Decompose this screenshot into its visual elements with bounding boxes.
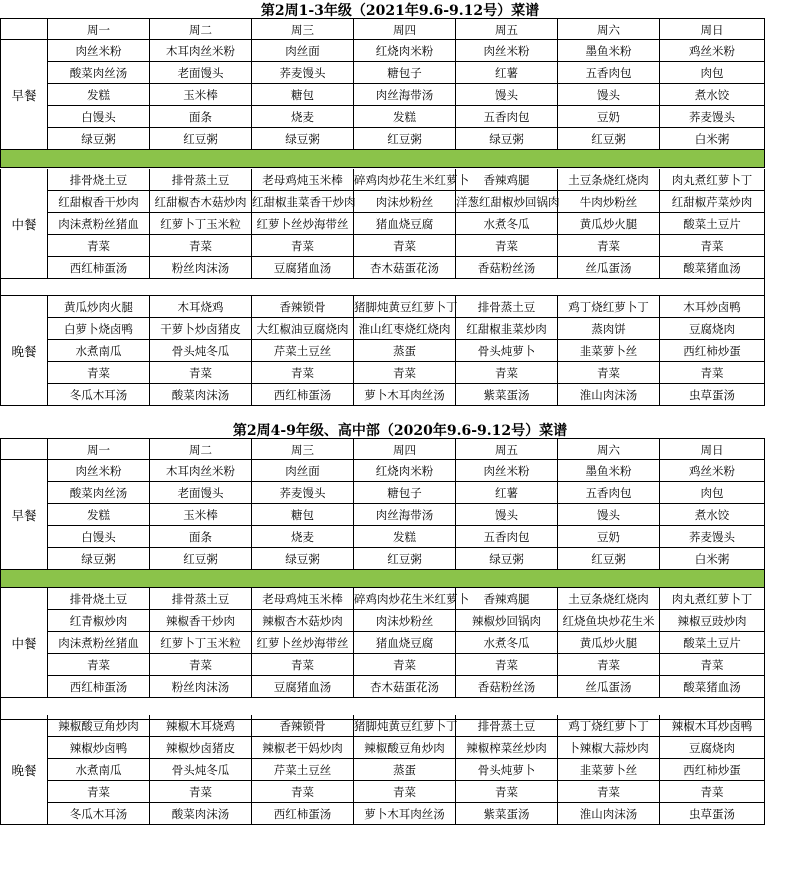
- day-header: 周五: [456, 18, 558, 40]
- dish-cell: 红豆粥: [150, 128, 252, 150]
- dish-cell: 排骨烧土豆: [48, 588, 150, 610]
- dish-cell: 荞麦馒头: [660, 106, 765, 128]
- dish-cell: 老母鸡炖玉米棒: [252, 588, 354, 610]
- table-row: [0, 460, 765, 482]
- dish-cell: 木耳肉丝米粉: [150, 460, 252, 482]
- table-row: [0, 318, 765, 340]
- dish-cell: 猪血烧豆腐: [354, 213, 456, 235]
- dish-cell: 红萝卜丁玉米粒: [150, 213, 252, 235]
- dish-cell: 辣椒香干炒肉: [150, 610, 252, 632]
- dish-cell: 排骨蒸土豆: [456, 296, 558, 318]
- table-row: [0, 84, 765, 106]
- dish-cell: 骨头炖冬瓜: [150, 759, 252, 781]
- dish-cell: 丝瓜蛋汤: [558, 676, 660, 698]
- dish-cell: 豆奶: [558, 526, 660, 548]
- dish-cell: 丝瓜蛋汤: [558, 257, 660, 279]
- day-header: 周二: [150, 438, 252, 460]
- menu-title: 第2周1-3年级（2021年9.6-9.12号）菜谱: [260, 3, 540, 19]
- dish-cell: 青菜: [660, 362, 765, 384]
- dish-cell: 老面馒头: [150, 482, 252, 504]
- dish-cell: 辣椒酸豆角炒肉: [48, 715, 150, 737]
- dish-cell: 香菇粉丝汤: [456, 676, 558, 698]
- dish-cell: 肉沫炒粉丝: [354, 610, 456, 632]
- dish-cell: 肉丸煮红萝卜丁: [660, 169, 765, 191]
- dish-cell: 鸡丁烧红萝卜丁: [558, 715, 660, 737]
- dish-cell: 墨鱼米粉: [558, 40, 660, 62]
- dish-cell: 青菜: [150, 235, 252, 257]
- day-header-row: [0, 18, 765, 40]
- dish-cell: 白馒头: [48, 526, 150, 548]
- meal-label: 晚餐: [0, 715, 48, 825]
- dish-cell: 虫草蛋汤: [660, 803, 765, 825]
- dish-cell: 酸菜肉沫汤: [150, 384, 252, 406]
- dish-cell: 青菜: [558, 362, 660, 384]
- table-row: [0, 610, 765, 632]
- day-header: 周四: [354, 18, 456, 40]
- dish-cell: 肉丝米粉: [456, 460, 558, 482]
- dish-cell: 黄瓜炒火腿: [558, 213, 660, 235]
- dish-cell: 肉包: [660, 482, 765, 504]
- dish-cell: 肉沫炒粉丝: [354, 191, 456, 213]
- dish-cell: 豆腐猪血汤: [252, 257, 354, 279]
- dish-cell: 青菜: [48, 362, 150, 384]
- dish-cell: 馒头: [456, 84, 558, 106]
- dish-cell: 红甜椒韭菜炒肉: [456, 318, 558, 340]
- dish-cell: 西红柿蛋汤: [252, 384, 354, 406]
- table-row: [0, 759, 765, 781]
- dish-cell: 干萝卜炒卤猪皮: [150, 318, 252, 340]
- dish-cell: 木耳肉丝米粉: [150, 40, 252, 62]
- dish-cell: 酸菜猪血汤: [660, 676, 765, 698]
- dish-cell: 肉丝米粉: [48, 460, 150, 482]
- dish-cell: 酸菜肉丝汤: [48, 62, 150, 84]
- meal-label: 中餐: [0, 169, 48, 279]
- dish-cell: 土豆条烧红烧肉: [558, 169, 660, 191]
- table-row: [0, 62, 765, 84]
- dish-cell: 红青椒炒肉: [48, 610, 150, 632]
- dish-cell: 糖包子: [354, 482, 456, 504]
- dish-cell: 猪脚炖黄豆红萝卜丁: [354, 715, 456, 737]
- dish-cell: 白萝卜烧卤鸭: [48, 318, 150, 340]
- dish-cell: 糖包: [252, 84, 354, 106]
- dish-cell: 酸菜土豆片: [660, 213, 765, 235]
- table-row: [0, 384, 765, 406]
- dish-cell: 青菜: [456, 235, 558, 257]
- dish-cell: 发糕: [354, 526, 456, 548]
- dish-cell: 肉丝米粉: [48, 40, 150, 62]
- dish-cell: 辣椒杏木菇炒肉: [252, 610, 354, 632]
- dish-cell: 辣椒炒回锅肉: [456, 610, 558, 632]
- dish-cell: 淮山肉沫汤: [558, 384, 660, 406]
- table-row: [0, 191, 765, 213]
- dish-cell: 青菜: [660, 781, 765, 803]
- dish-cell: 发糕: [48, 84, 150, 106]
- table-row: [0, 482, 765, 504]
- dish-cell: 荞麦馒头: [252, 482, 354, 504]
- dish-cell: 青菜: [660, 235, 765, 257]
- dish-cell: 辣椒酸豆角炒肉: [354, 737, 456, 759]
- dish-cell: 荞麦馒头: [252, 62, 354, 84]
- dish-cell: 排骨蒸土豆: [150, 169, 252, 191]
- table-row: [0, 676, 765, 698]
- dish-cell: 发糕: [354, 106, 456, 128]
- dish-cell: 猪脚炖黄豆红萝卜丁: [354, 296, 456, 318]
- dish-cell: 青菜: [456, 362, 558, 384]
- dish-cell: 黄瓜炒火腿: [558, 632, 660, 654]
- dish-cell: 木耳炒卤鸭: [660, 296, 765, 318]
- dish-cell: 红萝卜丝炒海带丝: [252, 213, 354, 235]
- dish-cell: 猪血烧豆腐: [354, 632, 456, 654]
- dish-cell: 肉沫煮粉丝猪血: [48, 632, 150, 654]
- dish-cell: 辣椒木耳烧鸡: [150, 715, 252, 737]
- dish-cell: 紫菜蛋汤: [456, 803, 558, 825]
- dish-cell: 豆腐猪血汤: [252, 676, 354, 698]
- table-row: [0, 803, 765, 825]
- dish-cell: 红豆粥: [558, 548, 660, 570]
- day-header: 周日: [660, 438, 765, 460]
- dish-cell: 红薯: [456, 482, 558, 504]
- dish-cell: 香辣锁骨: [252, 715, 354, 737]
- dish-cell: 水煮冬瓜: [456, 213, 558, 235]
- dish-cell: 蒸蛋: [354, 340, 456, 362]
- dish-cell: 绿豆粥: [48, 548, 150, 570]
- dish-cell: 馒头: [558, 84, 660, 106]
- dish-cell: 蒸蛋: [354, 759, 456, 781]
- table-row: [0, 526, 765, 548]
- dish-cell: 香辣鸡腿: [456, 588, 558, 610]
- table-row: [0, 632, 765, 654]
- dish-cell: 老面馒头: [150, 62, 252, 84]
- dish-cell: 杏木菇蛋花汤: [354, 676, 456, 698]
- dish-cell: 青菜: [252, 362, 354, 384]
- dish-cell: 牛肉炒粉丝: [558, 191, 660, 213]
- dish-cell: 芹菜土豆丝: [252, 340, 354, 362]
- meal-label: 晚餐: [0, 296, 48, 406]
- dish-cell: 绿豆粥: [252, 548, 354, 570]
- dish-cell: 馒头: [456, 504, 558, 526]
- table-row: [0, 588, 765, 610]
- dish-cell: 肉丝海带汤: [354, 504, 456, 526]
- dish-cell: 酸菜肉沫汤: [150, 803, 252, 825]
- dish-cell: 烧麦: [252, 106, 354, 128]
- dish-cell: 白米粥: [660, 128, 765, 150]
- dish-cell: 青菜: [354, 362, 456, 384]
- dish-cell: 肉丝海带汤: [354, 84, 456, 106]
- dish-cell: 萝卜木耳肉丝汤: [354, 803, 456, 825]
- dish-cell: 土豆条烧红烧肉: [558, 588, 660, 610]
- table-row: [0, 737, 765, 759]
- dish-cell: 豆腐烧肉: [660, 318, 765, 340]
- dish-cell: 辣椒榨菜丝炒肉: [456, 737, 558, 759]
- dish-cell: 水煮南瓜: [48, 340, 150, 362]
- dish-cell: 骨头炖萝卜: [456, 759, 558, 781]
- dish-cell: 淮山肉沫汤: [558, 803, 660, 825]
- dish-cell: 青菜: [150, 362, 252, 384]
- dish-cell: 青菜: [456, 654, 558, 676]
- dish-cell: 冬瓜木耳汤: [48, 803, 150, 825]
- dish-cell: 绿豆粥: [48, 128, 150, 150]
- dish-cell: 青菜: [150, 654, 252, 676]
- dish-cell: 红豆粥: [354, 128, 456, 150]
- day-header: 周一: [48, 438, 150, 460]
- dish-cell: 排骨蒸土豆: [150, 588, 252, 610]
- dish-cell: 老母鸡炖玉米棒: [252, 169, 354, 191]
- dish-cell: 红甜椒香干炒肉: [48, 191, 150, 213]
- dish-cell: 黄瓜炒肉火腿: [48, 296, 150, 318]
- dish-cell: 骨头炖萝卜: [456, 340, 558, 362]
- dish-cell: 紫菜蛋汤: [456, 384, 558, 406]
- dish-cell: 红豆粥: [354, 548, 456, 570]
- dish-cell: 红甜椒韭菜香干炒肉: [252, 191, 354, 213]
- meal-label: 早餐: [0, 460, 48, 570]
- header-corner: [0, 438, 48, 460]
- dish-cell: 水煮冬瓜: [456, 632, 558, 654]
- dish-cell: 骨头炖冬瓜: [150, 340, 252, 362]
- day-header: 周五: [456, 438, 558, 460]
- dish-cell: 粉丝肉沫汤: [150, 676, 252, 698]
- dish-cell: 西红柿蛋汤: [48, 676, 150, 698]
- dish-cell: 糖包子: [354, 62, 456, 84]
- dish-cell: 荞麦馒头: [660, 526, 765, 548]
- day-header: 周日: [660, 18, 765, 40]
- dish-cell: 鸡丝米粉: [660, 460, 765, 482]
- day-header: 周六: [558, 438, 660, 460]
- dish-cell: 五香肉包: [558, 482, 660, 504]
- dish-cell: 杏木菇蛋花汤: [354, 257, 456, 279]
- dish-cell: 青菜: [354, 235, 456, 257]
- dish-cell: 芹菜土豆丝: [252, 759, 354, 781]
- table-row: [0, 169, 765, 191]
- blank-separator: [0, 698, 765, 720]
- table-row: [0, 362, 765, 384]
- dish-cell: 香菇粉丝汤: [456, 257, 558, 279]
- dish-cell: 酸菜土豆片: [660, 632, 765, 654]
- dish-cell: 辣椒老干妈炒肉: [252, 737, 354, 759]
- dish-cell: 青菜: [456, 781, 558, 803]
- dish-cell: 红豆粥: [558, 128, 660, 150]
- dish-cell: 红萝卜丁玉米粒: [150, 632, 252, 654]
- dish-cell: 西红柿炒蛋: [660, 340, 765, 362]
- menu-title: 第2周4-9年级、高中部（2020年9.6-9.12号）菜谱: [232, 423, 568, 439]
- dish-cell: 白米粥: [660, 548, 765, 570]
- dish-cell: 韭菜萝卜丝: [558, 340, 660, 362]
- dish-cell: 酸菜猪血汤: [660, 257, 765, 279]
- dish-cell: 水煮南瓜: [48, 759, 150, 781]
- dish-cell: 西红柿蛋汤: [252, 803, 354, 825]
- dish-cell: 煮水饺: [660, 84, 765, 106]
- dish-cell: 五香肉包: [456, 526, 558, 548]
- dish-cell: 面条: [150, 106, 252, 128]
- day-header-row: [0, 438, 765, 460]
- dish-cell: 绿豆粥: [252, 128, 354, 150]
- dish-cell: 萝卜木耳肉丝汤: [354, 384, 456, 406]
- dish-cell: 青菜: [354, 781, 456, 803]
- dish-cell: 酸菜肉丝汤: [48, 482, 150, 504]
- dish-cell: 玉米棒: [150, 84, 252, 106]
- table-row: [0, 128, 765, 150]
- meal-label: 早餐: [0, 40, 48, 150]
- dish-cell: 煮水饺: [660, 504, 765, 526]
- dish-cell: 香辣锁骨: [252, 296, 354, 318]
- dish-cell: 青菜: [252, 235, 354, 257]
- dish-cell: 辣椒炒卤鸭: [48, 737, 150, 759]
- dish-cell: 豆奶: [558, 106, 660, 128]
- table-row: [0, 235, 765, 257]
- blank-separator: [0, 274, 765, 296]
- dish-cell: 洋葱红甜椒炒回锅肉: [456, 191, 558, 213]
- dish-cell: 白馒头: [48, 106, 150, 128]
- green-separator: [0, 150, 765, 168]
- meal-label: 中餐: [0, 588, 48, 698]
- green-separator: [0, 570, 765, 588]
- day-header: 周二: [150, 18, 252, 40]
- dish-cell: 绿豆粥: [456, 548, 558, 570]
- dish-cell: 卜辣椒大蒜炒肉: [558, 737, 660, 759]
- dish-cell: 冬瓜木耳汤: [48, 384, 150, 406]
- dish-cell: 红萝卜丝炒海带丝: [252, 632, 354, 654]
- dish-cell: 红豆粥: [150, 548, 252, 570]
- dish-cell: 辣椒炒卤猪皮: [150, 737, 252, 759]
- dish-cell: 馒头: [558, 504, 660, 526]
- table-row: [0, 340, 765, 362]
- dish-cell: 玉米棒: [150, 504, 252, 526]
- dish-cell: 肉沫煮粉丝猪血: [48, 213, 150, 235]
- dish-cell: 青菜: [558, 235, 660, 257]
- dish-cell: 碎鸡肉炒花生米红萝卜: [354, 169, 456, 191]
- dish-cell: 红烧肉米粉: [354, 40, 456, 62]
- dish-cell: 红薯: [456, 62, 558, 84]
- dish-cell: 烧麦: [252, 526, 354, 548]
- dish-cell: 粉丝肉沫汤: [150, 257, 252, 279]
- table-row: [0, 548, 765, 570]
- table-row: [0, 40, 765, 62]
- dish-cell: 青菜: [660, 654, 765, 676]
- dish-cell: 发糕: [48, 504, 150, 526]
- table-row: [0, 654, 765, 676]
- dish-cell: 青菜: [48, 781, 150, 803]
- day-header: 周六: [558, 18, 660, 40]
- dish-cell: 青菜: [558, 654, 660, 676]
- dish-cell: 红烧鱼块炒花生米: [558, 610, 660, 632]
- dish-cell: 五香肉包: [558, 62, 660, 84]
- dish-cell: 绿豆粥: [456, 128, 558, 150]
- dish-cell: 淮山红枣烧红烧肉: [354, 318, 456, 340]
- dish-cell: 鸡丁烧红萝卜丁: [558, 296, 660, 318]
- table-row: [0, 106, 765, 128]
- day-header: 周一: [48, 18, 150, 40]
- dish-cell: 肉丝米粉: [456, 40, 558, 62]
- dish-cell: 青菜: [252, 781, 354, 803]
- dish-cell: 韭菜萝卜丝: [558, 759, 660, 781]
- dish-cell: 西红柿炒蛋: [660, 759, 765, 781]
- dish-cell: 墨鱼米粉: [558, 460, 660, 482]
- dish-cell: 肉丝面: [252, 460, 354, 482]
- day-header: 周三: [252, 438, 354, 460]
- table-row: [0, 781, 765, 803]
- table-row: [0, 504, 765, 526]
- dish-cell: 香辣鸡腿: [456, 169, 558, 191]
- dish-cell: 虫草蛋汤: [660, 384, 765, 406]
- day-header: 周四: [354, 438, 456, 460]
- dish-cell: 肉丝面: [252, 40, 354, 62]
- dish-cell: 辣椒豆豉炒肉: [660, 610, 765, 632]
- header-corner: [0, 18, 48, 40]
- dish-cell: 辣椒木耳炒卤鸭: [660, 715, 765, 737]
- dish-cell: 肉丸煮红萝卜丁: [660, 588, 765, 610]
- dish-cell: 青菜: [354, 654, 456, 676]
- dish-cell: 肉包: [660, 62, 765, 84]
- dish-cell: 碎鸡肉炒花生米红萝卜: [354, 588, 456, 610]
- dish-cell: 鸡丝米粉: [660, 40, 765, 62]
- dish-cell: 蒸肉饼: [558, 318, 660, 340]
- table-row: [0, 296, 765, 318]
- dish-cell: 青菜: [558, 781, 660, 803]
- dish-cell: 西红柿蛋汤: [48, 257, 150, 279]
- dish-cell: 排骨蒸土豆: [456, 715, 558, 737]
- dish-cell: 面条: [150, 526, 252, 548]
- dish-cell: 青菜: [48, 654, 150, 676]
- dish-cell: 木耳烧鸡: [150, 296, 252, 318]
- dish-cell: 青菜: [48, 235, 150, 257]
- dish-cell: 青菜: [252, 654, 354, 676]
- dish-cell: 红烧肉米粉: [354, 460, 456, 482]
- dish-cell: 红甜椒芹菜炒肉: [660, 191, 765, 213]
- day-header: 周三: [252, 18, 354, 40]
- dish-cell: 排骨烧土豆: [48, 169, 150, 191]
- dish-cell: 糖包: [252, 504, 354, 526]
- dish-cell: 五香肉包: [456, 106, 558, 128]
- dish-cell: 红甜椒杏木菇炒肉: [150, 191, 252, 213]
- table-row: [0, 213, 765, 235]
- dish-cell: 青菜: [150, 781, 252, 803]
- dish-cell: 大红椒油豆腐烧肉: [252, 318, 354, 340]
- dish-cell: 豆腐烧肉: [660, 737, 765, 759]
